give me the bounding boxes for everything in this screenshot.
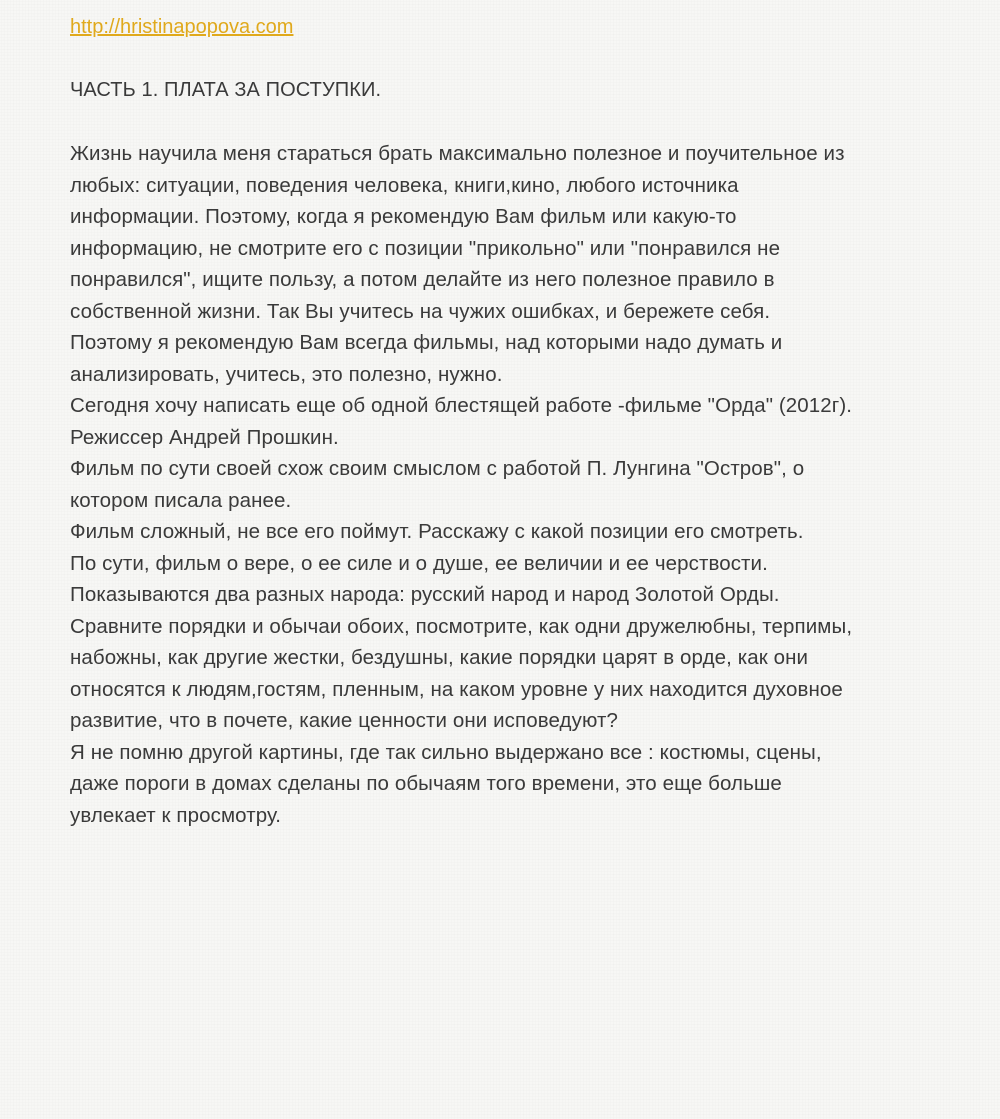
text-line: Фильм сложный, не все его поймут. Расскажу с какой позиции его смотреть.: [70, 520, 804, 543]
note-content: [70, 12, 950, 831]
text-line: Показываются два разных народа: русский народ и народ Золотой Орды.: [70, 583, 780, 606]
note-heading: ЧАСТЬ 1. ПЛАТА ЗА ПОСТУПКИ.: [70, 79, 382, 101]
text-line: котором писала ранее.: [70, 488, 292, 512]
text-line: набожны, как другие жестки, бездушны, какие порядки царят в орде, как они: [70, 646, 809, 669]
text-line: информации. Поэтому, когда я рекомендую Вам фильм или какую-то: [70, 205, 737, 228]
text-line: понравился", ищите пользу, а потом делайте из него полезное правило в: [70, 268, 775, 291]
text-line: Фильм по сути своей схож своим смыслом с работой П. Лунгина "Остров", о: [70, 457, 805, 480]
text-line: даже пороги в домах сделаны по обычаям того времени, это еще больше: [70, 772, 782, 795]
text-line: Я не помню другой картины, где так сильно выдержано все : костюмы, сцены,: [70, 740, 822, 764]
text-line: анализировать, учитесь, это полезно, нужно.: [70, 362, 503, 386]
text-line: любых: ситуации, поведения человека, книги,кино, любого источника: [70, 173, 739, 197]
text-line: относятся к людям,гостям, пленным, на каком уровне у них находится духовное: [70, 677, 843, 701]
text-line: собственной жизни. Так Вы учитесь на чужих ошибках, и бережете себя.: [70, 299, 771, 323]
text-line: Режиссер Андрей Прошкин.: [70, 425, 339, 449]
text-line: информацию, не смотрите его с позиции "прикольно" или "понравился не: [70, 236, 781, 260]
text-line: По сути, фильм о вере, о ее силе и о душе, ее величии и ее черствости.: [70, 551, 768, 575]
text-line: Сегодня хочу написать еще об одной блестящей работе -фильме "Орда" (2012г).: [70, 394, 853, 417]
note-body: [70, 138, 950, 831]
text-line: Жизнь научила меня стараться брать максимально полезное и поучительное из: [70, 142, 845, 165]
website-link[interactable]: http://hristinapopova.com: [70, 16, 294, 38]
text-line: увлекает к просмотру.: [70, 803, 282, 827]
text-line: развитие, что в почете, какие ценности они исповедуют?: [70, 709, 618, 732]
text-line: Сравните порядки и обычаи обоих, посмотрите, как одни дружелюбны, терпимы,: [70, 614, 853, 638]
text-line: Поэтому я рекомендую Вам всегда фильмы, над которыми надо думать и: [70, 331, 783, 354]
